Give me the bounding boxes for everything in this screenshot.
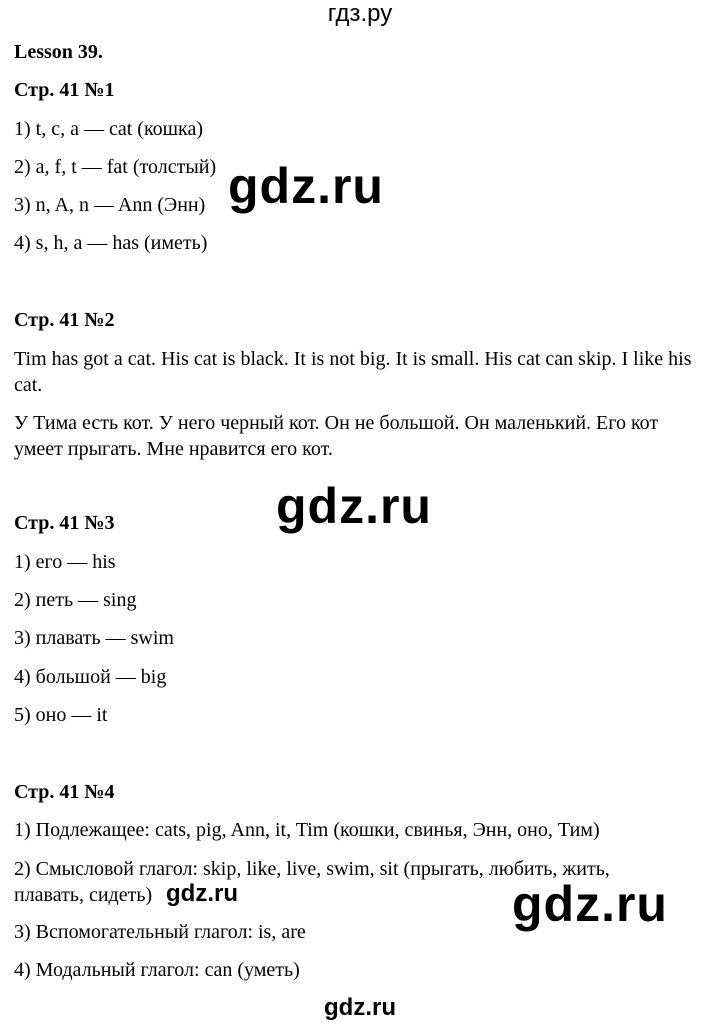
site-header: гдз.ру bbox=[327, 0, 393, 27]
section-heading-2: Стр. 41 №2 bbox=[14, 309, 115, 331]
watermark: gdz.ru bbox=[512, 876, 668, 932]
watermark: gdz.ru bbox=[276, 478, 432, 534]
vocab-line: 5) оно — it bbox=[14, 704, 108, 726]
english-paragraph: Tim has got a cat. His cat is black. It is not big. It is small. His cat can skip. I like his cat. bbox=[14, 348, 692, 396]
vocab-line: 1) его — his bbox=[14, 551, 116, 573]
section-heading-1: Стр. 41 №1 bbox=[14, 79, 115, 101]
vocab-line: 4) большой — big bbox=[14, 666, 167, 688]
answer-line: 3) n, A, n — Ann (Энн) bbox=[14, 194, 206, 216]
footer-watermark: gdz.ru bbox=[324, 994, 396, 1021]
grammar-line: 1) Подлежащее: cats, pig, Ann, it, Tim (кошки, свинья, Энн, оно, Тим) bbox=[14, 819, 600, 841]
grammar-line: 3) Вспомогательный глагол: is, are bbox=[14, 921, 306, 943]
vocab-line: 3) плавать — swim bbox=[14, 627, 174, 649]
watermark: gdz.ru bbox=[166, 880, 238, 907]
vocab-line: 2) петь — sing bbox=[14, 589, 137, 611]
grammar-line: 2) Смысловой глагол: skip, like, live, swim, sit (прыгать, любить, жить, плавать, сидеть) bbox=[14, 858, 610, 906]
section-heading-4: Стр. 41 №4 bbox=[14, 781, 115, 803]
watermark: gdz.ru bbox=[228, 158, 384, 214]
russian-paragraph: У Тима есть кот. У него черный кот. Он не большой. Он маленький. Его кот умеет прыгать. Мне нравится его кот. bbox=[14, 412, 659, 460]
answer-line: 4) s, h, a — has (иметь) bbox=[14, 232, 208, 254]
section-heading-3: Стр. 41 №3 bbox=[14, 512, 115, 534]
answer-line: 1) t, c, a — cat (кошка) bbox=[14, 118, 203, 140]
grammar-line: 4) Модальный глагол: can (уметь) bbox=[14, 959, 300, 981]
answer-line: 2) a, f, t — fat (толстый) bbox=[14, 156, 217, 178]
lesson-title: Lesson 39. bbox=[14, 41, 103, 63]
